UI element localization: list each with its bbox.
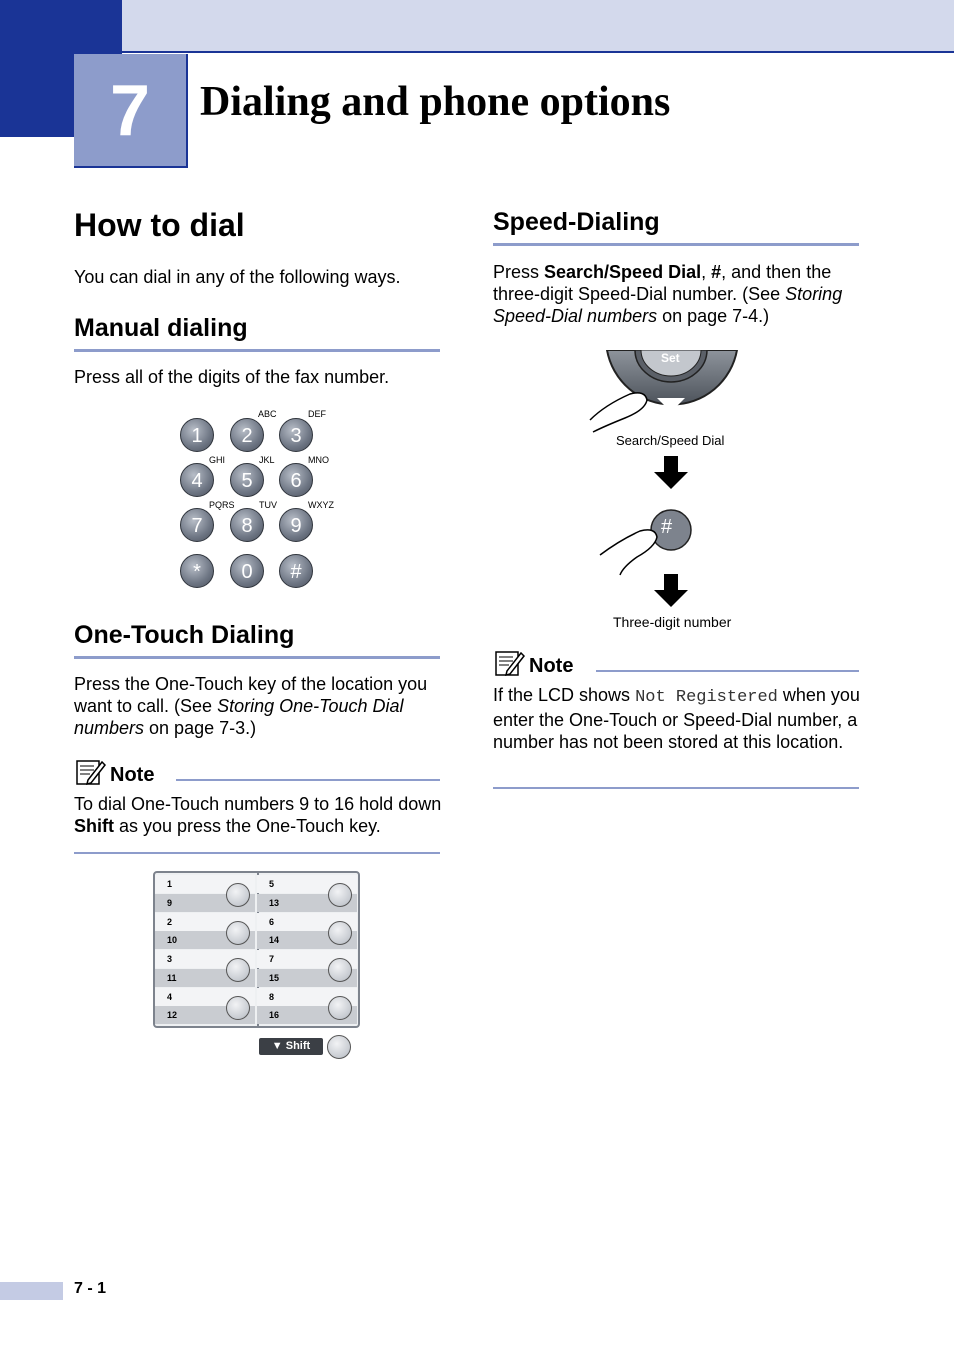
three-digit-label: Three-digit number [613,614,732,630]
cross-reference: Storing Speed-Dial numbers [493,284,843,326]
one-touch-number-label: 1 [155,875,255,893]
key-0[interactable]: 0 [230,554,264,588]
one-touch-number-label: 3 [155,950,255,968]
one-touch-number-label: 12 [155,1006,255,1024]
key-2[interactable]: 2 [230,418,264,452]
one-touch-button[interactable] [328,958,352,982]
key-1[interactable]: 1 [180,418,214,452]
text-run: Press the One-Touch key of the location you want to call. (See [74,674,428,716]
header-light-band [122,0,954,52]
one-touch-number-label: 8 [257,988,357,1006]
manual-dialing-text: Press all of the digits of the fax number. [74,367,390,387]
key-letters: ABC [258,409,277,419]
key-4[interactable]: 4 [180,463,214,497]
key-8[interactable]: 8 [230,508,264,542]
one-touch-number-label: 6 [257,913,357,931]
key-6[interactable]: 6 [279,463,313,497]
one-touch-text [74,673,446,739]
note-text [493,684,861,753]
hash-key-label: # [661,516,673,538]
note-end-rule [493,787,859,789]
one-touch-number-label: 9 [155,894,255,912]
note-pencil-icon [495,649,525,677]
hash-key-illustration [595,505,695,580]
one-touch-number-label: 4 [155,988,255,1006]
one-touch-number-label: 2 [155,913,255,931]
key-hash[interactable]: # [279,554,313,588]
heading-manual-dialing: Manual dialing [74,314,248,342]
footer-bar [0,1282,63,1300]
set-button-label: Set [661,351,680,365]
header-rule [122,51,954,53]
heading-rule [74,349,440,352]
cross-reference: Storing One-Touch Dial numbers [74,696,404,738]
one-touch-number-label: 13 [257,894,357,912]
one-touch-button[interactable] [226,958,250,982]
note-text [74,793,446,837]
intro-text: You can dial in any of the following ways. [74,267,401,287]
page-number: 7 - 1 [74,1280,107,1297]
note-pencil-icon [76,758,106,786]
text-run: If the LCD shows [493,685,636,705]
arrow-down-icon [654,456,688,490]
section-heading-how-to-dial: How to dial [74,207,245,243]
one-touch-button[interactable] [328,883,352,907]
dial-keypad [170,405,340,595]
key-letters: WXYZ [308,500,334,510]
one-touch-button[interactable] [226,883,250,907]
text-run: on page 7-3.) [144,718,257,738]
one-touch-number-label: 5 [257,875,357,893]
one-touch-number-label: 16 [257,1006,357,1024]
heading-speed-dialing: Speed-Dialing [493,208,660,236]
one-touch-button[interactable] [226,921,250,945]
key-5[interactable]: 5 [230,463,264,497]
one-touch-number-label: 15 [257,969,357,987]
search-speed-dial-label: Search/Speed Dial [616,433,725,448]
chapter-number: 7 [74,54,188,168]
note-rule [596,670,859,672]
text-run: To dial One-Touch numbers 9 to 16 hold down [74,794,442,814]
one-touch-number-label: 14 [257,931,357,949]
key-star[interactable]: * [180,554,214,588]
text-run: , and then the three-digit Speed-Dial number. (See [493,262,832,304]
chapter-title: Dialing and phone options [200,79,671,125]
shift-key-label: ▼ Shift [259,1038,323,1055]
text-run: , [701,262,712,282]
text-run: on page 7-4.) [657,306,770,326]
heading-one-touch-dialing: One-Touch Dialing [74,621,295,649]
key-letters: DEF [308,409,326,419]
key-letters: MNO [308,455,329,465]
key-letters: PQRS [209,500,235,510]
speed-dial-text [493,261,863,327]
one-touch-button[interactable] [226,996,250,1020]
arrow-down-icon [654,574,688,608]
one-touch-button[interactable] [328,921,352,945]
one-touch-button[interactable] [328,996,352,1020]
lcd-message: Not Registered [635,688,778,707]
key-name: Search/Speed Dial [544,262,702,282]
one-touch-number-label: 7 [257,950,357,968]
text-run: Press [493,262,545,282]
note-rule [176,779,440,781]
key-3[interactable]: 3 [279,418,313,452]
one-touch-number-label: 11 [155,969,255,987]
key-name: Shift [74,816,114,836]
shift-button[interactable] [327,1035,351,1059]
key-letters: JKL [259,455,275,465]
key-letters: GHI [209,455,226,465]
note-label: Note [529,655,574,677]
key-letters: TUV [259,500,277,510]
key-9[interactable]: 9 [279,508,313,542]
note-label: Note [110,764,155,786]
key-name: # [711,262,722,282]
heading-rule [493,243,859,246]
key-7[interactable]: 7 [180,508,214,542]
text-run: when you enter the One-Touch or Speed-Dial number, a number has not been stored at this location. [493,685,860,752]
one-touch-number-label: 10 [155,931,255,949]
heading-rule [74,656,440,659]
note-end-rule [74,852,440,854]
text-run: as you press the One-Touch key. [114,816,381,836]
